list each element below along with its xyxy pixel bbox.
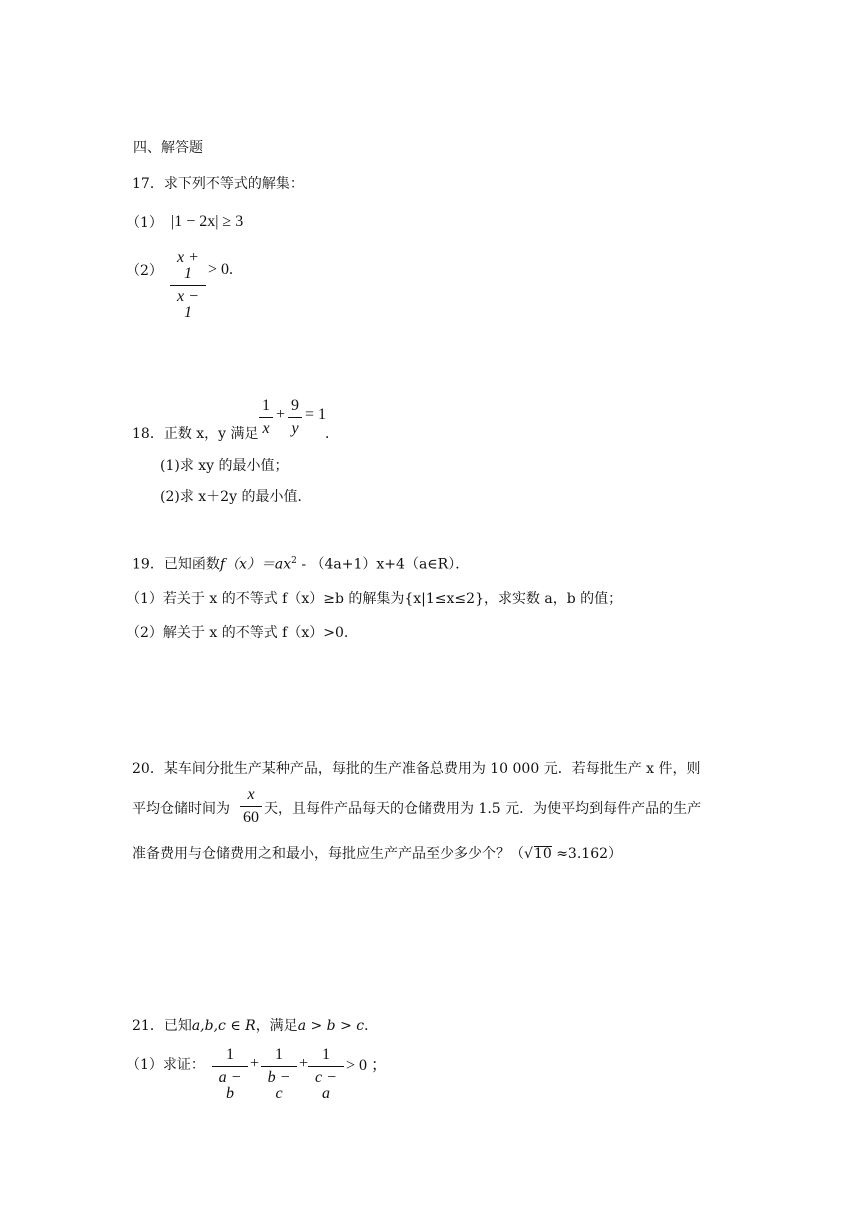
fraction-bar — [240, 806, 262, 807]
q19-exponent: 2 — [291, 556, 297, 566]
q20-line3-text: 准备费用与仓储费用之和最小，每批应生产产品至少多少个？（ — [132, 846, 524, 862]
q21-stem-text: 21．已知 — [132, 1018, 192, 1034]
q20-line2-start: 平均仓储时间为 — [132, 801, 230, 817]
q18-rhs: = 1 — [305, 406, 327, 423]
q18-fraction-2 — [288, 398, 302, 437]
q17-part2-fraction — [170, 250, 206, 321]
fraction-numerator: 1 — [226, 1046, 234, 1063]
q21-part1-label: （1）求证： — [126, 1057, 205, 1073]
fraction-denominator: x − 1 — [177, 288, 199, 321]
fraction-denominator: y — [291, 420, 299, 437]
fraction-bar — [170, 285, 206, 286]
q21-condition: a > b > c — [297, 1018, 365, 1034]
q19-part1: （1）若关于 x 的不等式 f（x）≥b 的解集为{x|1≤x≤2}，求实数 a，b 的值； — [126, 591, 623, 607]
q17-part2-rhs: > 0. — [208, 261, 234, 278]
fraction-numerator: x — [247, 786, 255, 803]
fraction-bar — [288, 417, 302, 418]
q18-plus: + — [276, 406, 286, 423]
q19-stem-text: 19．已知函数 — [132, 556, 220, 573]
fraction-bar — [212, 1066, 248, 1067]
q19-part2: （2）解关于 x 的不等式 f（x）>0. — [126, 625, 349, 641]
q19-function: f（x）＝ax — [219, 556, 292, 573]
q20-line3 — [132, 846, 622, 861]
q19-function-rest: - （4a+1）x+4（a∈R）． — [296, 556, 470, 573]
q21-fraction-2 — [261, 1047, 297, 1102]
q17-part2-label: （2） — [126, 263, 163, 279]
q21-stem-end: ． — [364, 1018, 379, 1034]
fraction-denominator: 60 — [243, 809, 259, 826]
q20-line2-end: 天，且每件产品每天的仓储费用为 1.5 元．为使平均到每件产品的生产 — [264, 801, 702, 817]
q18-end: ． — [325, 426, 339, 442]
q17-stem: 17．求下列不等式的解集： — [132, 176, 304, 192]
q21-part1-rhs: > 0 ； — [346, 1057, 388, 1074]
fraction-bar — [259, 417, 273, 418]
q18-fraction-1 — [259, 398, 273, 437]
sqrt-argument: 10 — [533, 846, 552, 862]
q21-fraction-3 — [308, 1047, 344, 1102]
q18-part2: (2)求 x＋2y 的最小值． — [160, 489, 312, 505]
fraction-denominator: a − b — [218, 1069, 242, 1102]
q18-part1: (1)求 xy 的最小值； — [160, 458, 289, 474]
sqrt-sign: √ — [524, 846, 533, 862]
fraction-numerator: x + 1 — [177, 249, 199, 282]
q21-stem-mid: ，满足 — [255, 1018, 298, 1034]
fraction-bar — [261, 1066, 297, 1067]
fraction-denominator: c − a — [315, 1069, 337, 1102]
q20-line3-end: ≈3.162） — [551, 846, 623, 862]
fraction-denominator: x — [262, 420, 270, 437]
q21-plus-2: + — [299, 1055, 309, 1072]
fraction-denominator: b − c — [267, 1069, 291, 1102]
q20-line1: 20．某车间分批生产某种产品，每批的生产准备总费用为 10 000 元．若每批生产 x 件，则 — [132, 761, 701, 777]
q21-plus-1: + — [250, 1055, 260, 1072]
q20-fraction — [240, 787, 262, 826]
q21-stem — [132, 1019, 378, 1033]
fraction-bar — [308, 1066, 344, 1067]
fraction-numerator: 1 — [275, 1046, 283, 1063]
fraction-numerator: 1 — [322, 1046, 330, 1063]
q21-fraction-1 — [212, 1047, 248, 1102]
q17-part1-label: （1） — [126, 215, 163, 231]
q18-stem: 18．正数 x，y 满足 — [132, 426, 259, 442]
fraction-numerator: 9 — [291, 397, 299, 414]
q17-part1-expression: |1 − 2x| ≥ 3 — [171, 213, 244, 230]
q19-stem — [132, 557, 469, 572]
section-title: 四、解答题 — [133, 140, 203, 156]
fraction-numerator: 1 — [262, 397, 270, 414]
q21-variables: a,b,c ∈ R — [191, 1018, 256, 1034]
